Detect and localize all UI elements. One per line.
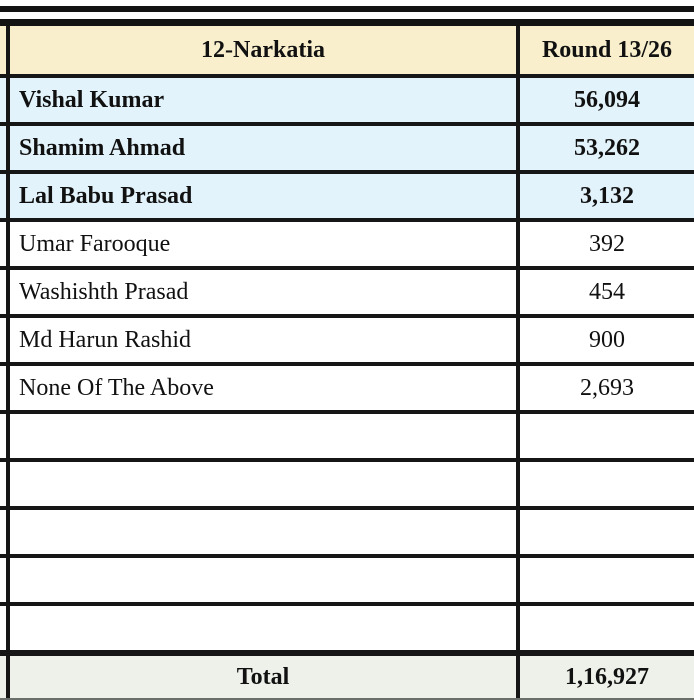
candidate-name: Vishal Kumar [19,86,165,113]
votes-value: 454 [589,278,625,305]
candidate-name: Lal Babu Prasad [19,182,193,209]
table-row [0,78,694,126]
total-row [0,656,694,700]
constituency-header: 12-Narkatia [201,36,325,63]
candidate-name [10,510,516,554]
table-header-row [0,26,694,78]
table-row [0,318,694,366]
candidate-name: Washishth Prasad [19,278,189,305]
candidate-name [10,606,516,650]
candidate-name: None Of The Above [19,374,214,401]
votes-value [520,462,694,506]
votes-value [520,414,694,458]
votes-value: 3,132 [580,182,634,209]
candidate-name: Umar Farooque [19,230,171,257]
round-header: Round 13/26 [541,36,673,63]
total-votes: 1,16,927 [565,663,649,690]
table-row [0,510,694,558]
table-row [0,558,694,606]
table-row [0,462,694,510]
candidate-name [10,462,516,506]
votes-value: 53,262 [574,134,640,161]
candidate-name [10,558,516,602]
table-row [0,270,694,318]
votes-value: 56,094 [574,86,640,113]
votes-value: 2,693 [580,374,634,401]
top-rule-gap [0,12,694,19]
table-row [0,414,694,462]
table-body [0,78,694,656]
votes-value [520,606,694,650]
top-rule-2 [0,19,694,26]
table-row [0,366,694,414]
votes-value: 392 [589,230,625,257]
votes-value [520,558,694,602]
votes-value [520,510,694,554]
votes-value: 900 [589,326,625,353]
candidate-name: Md Harun Rashid [19,326,191,353]
table-row [0,174,694,222]
candidate-name: Shamim Ahmad [19,134,186,161]
total-label: Total [236,663,290,690]
candidate-name [10,414,516,458]
table-row [0,222,694,270]
table-row [0,126,694,174]
table-row [0,606,694,656]
